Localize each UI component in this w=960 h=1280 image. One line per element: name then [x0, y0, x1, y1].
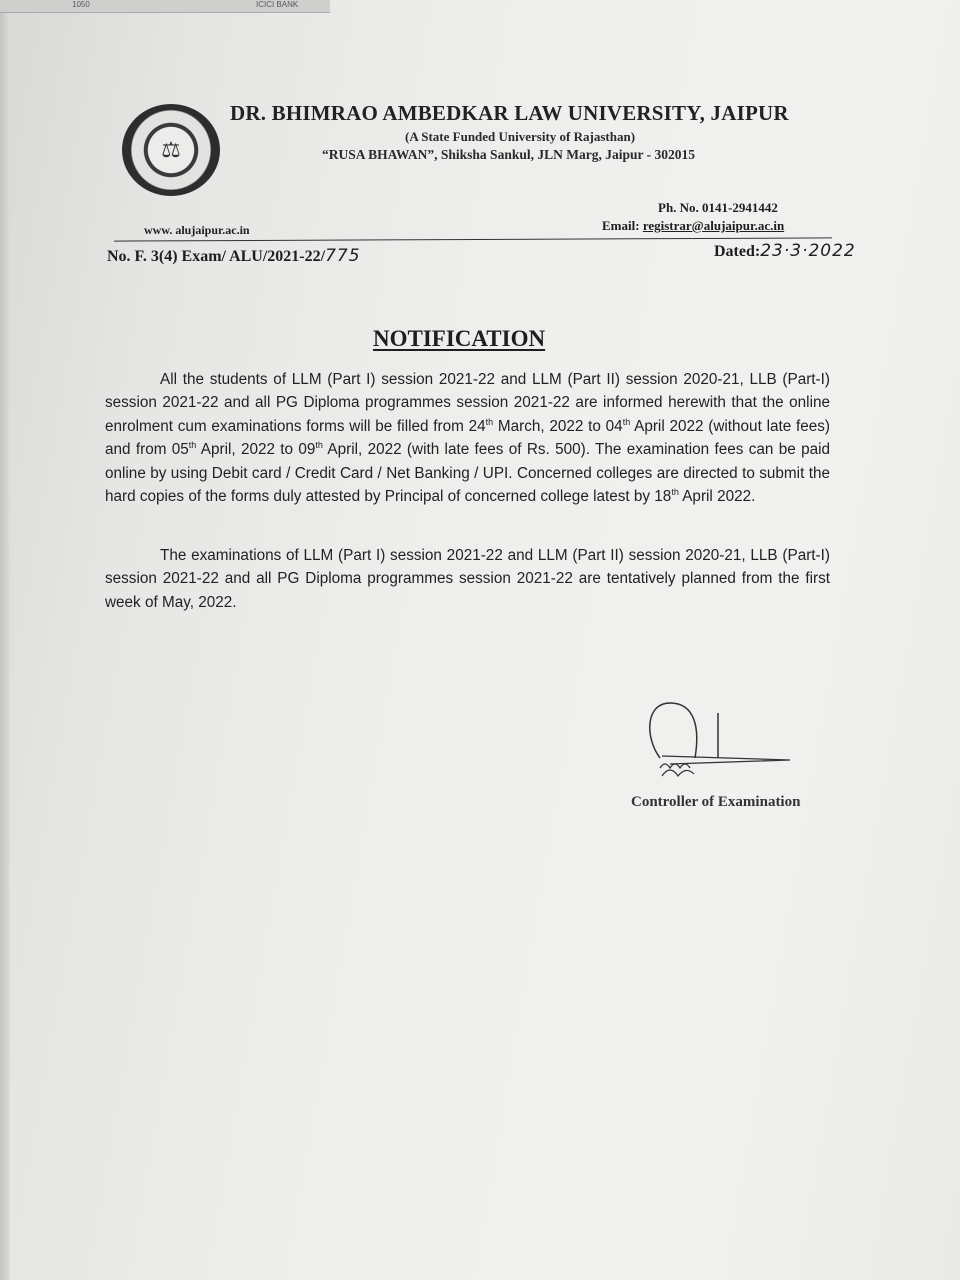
- website: www. alujaipur.ac.in: [144, 223, 250, 237]
- dated-value: 23·3·2022: [760, 241, 856, 261]
- university-seal-logo: [122, 104, 220, 196]
- background-document-strip: [0, 0, 330, 13]
- university-name: DR. BHIMRAO AMBEDKAR LAW UNIVERSITY, JAIPUR: [230, 101, 789, 125]
- strip-text-left: 1050: [72, 0, 90, 9]
- signature-icon: [640, 698, 800, 788]
- university-subtitle: (A State Funded University of Rajasthan): [405, 129, 636, 144]
- email-line: [602, 218, 784, 234]
- phone-number: Ph. No. 0141-2941442: [658, 200, 778, 215]
- notification-paragraph-2: The examinations of LLM (Part I) session 2021-22 and LLM (Part II) session 2020-21, LLB (Part-I) session 2021-22 and all PG Diploma programmes session 2021-22 are tentatively planned from the first week of May, 2022.: [105, 547, 830, 611]
- dated-label: Dated:: [714, 243, 761, 260]
- scales-of-justice-icon: ⚖: [161, 137, 181, 162]
- reference-prefix: No. F. 3(4) Exam/ ALU/2021-22/: [107, 248, 326, 265]
- signatory-designation: Controller of Examination: [631, 794, 801, 810]
- reference-number: [107, 246, 361, 266]
- page-edge: [0, 0, 10, 1280]
- email-label: Email:: [602, 218, 640, 233]
- email-link[interactable]: registrar@alujaipur.ac.in: [642, 218, 785, 233]
- university-address: “RUSA BHAWAN”, Shiksha Sankul, JLN Marg, Jaipur - 302015: [322, 147, 695, 162]
- notification-title: NOTIFICATION: [373, 326, 546, 351]
- reference-handwritten-number: 775: [325, 246, 361, 266]
- date-line: [714, 241, 856, 261]
- strip-text-right: ICICI BANK: [256, 0, 299, 9]
- notification-paragraph-1: All the students of LLM (Part I) session 2021-22 and LLM (Part II) session 2020-21, LLB (Part-I) session 2021-22 and all PG Diploma programmes session 2021-22 are informed herewith that the online enrolment cum examinations forms will be filled from 24th March, 2022 to 04th April 2022 (without late fees) and from 05th April, 2022 to 09th April, 2022 (with late fees of Rs. 500). The examination fees can be paid online by using Debit card / Credit Card / Net Banking / UPI. Concerned colleges are directed to submit the hard copies of the forms duly attested by Principal of concerned college latest by 18th April 2022.: [105, 371, 830, 506]
